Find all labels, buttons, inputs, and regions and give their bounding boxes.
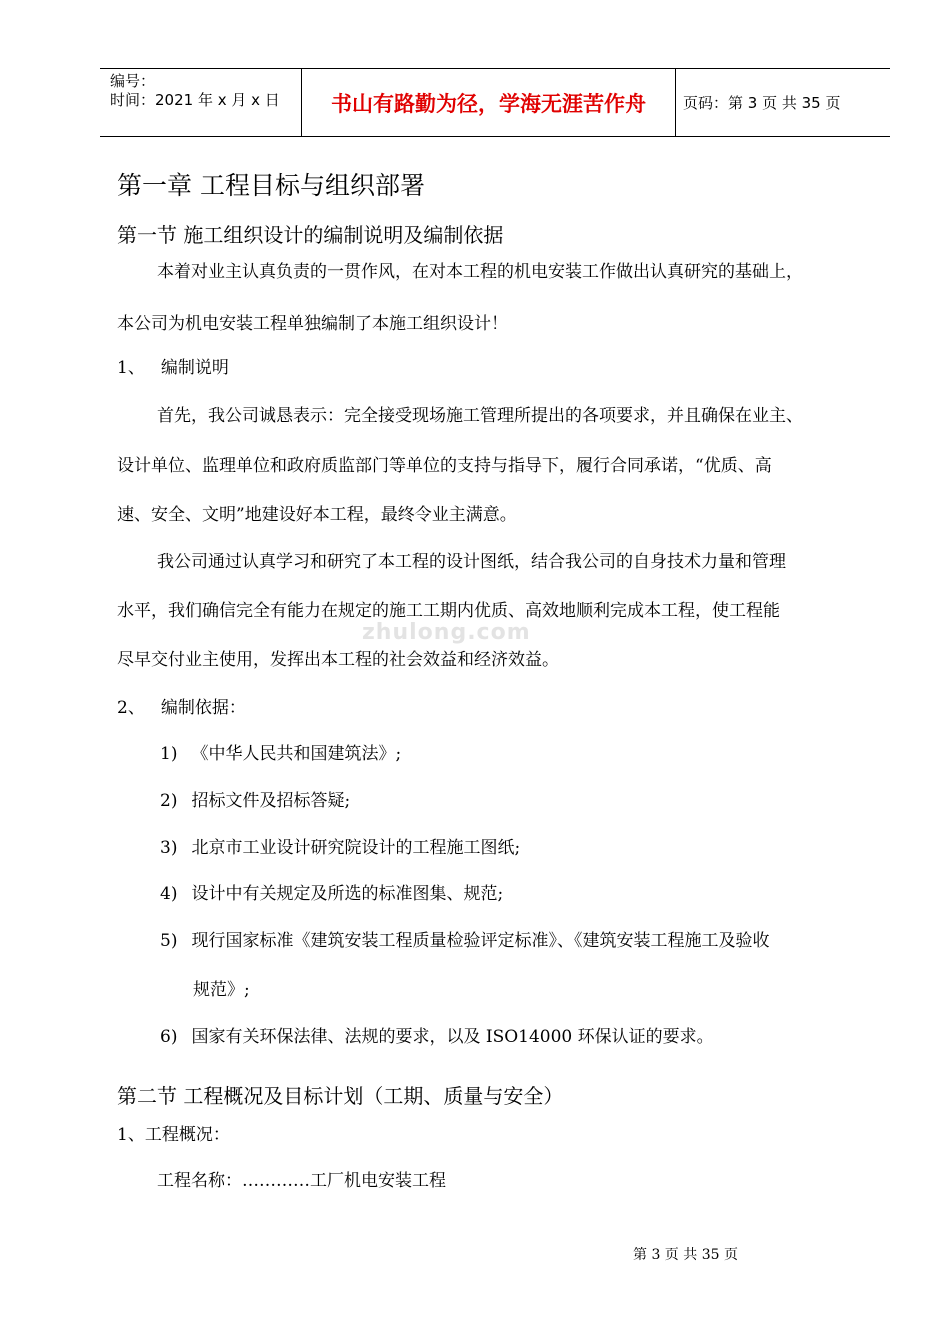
basis-item-number: 5) xyxy=(160,931,178,951)
basis-item-number: 1) xyxy=(160,744,178,764)
basis-item-text: 招标文件及招标答疑; xyxy=(191,791,351,811)
basis-item-number: 4) xyxy=(160,884,178,904)
basis-item-6 xyxy=(160,1024,714,1050)
subheading-1-text: 编制说明 xyxy=(160,358,229,378)
basis-item-3 xyxy=(160,835,520,861)
intro-line-2: 本公司为机电安装工程单独编制了本施工组织设计！ xyxy=(117,314,508,334)
basis-item-5 xyxy=(160,928,769,954)
header-page-code: 页码：第 3 页 共 35 页 xyxy=(683,94,841,112)
subheading-2 xyxy=(117,695,246,721)
basis-item-text: 设计中有关规定及所选的标准图集、规范; xyxy=(191,884,504,904)
header-time-label: 时间：2021 年 x 月 x 日 xyxy=(110,91,280,109)
basis-item-text: 《中华人民共和国建筑法》; xyxy=(191,744,402,764)
basis-item-text: 北京市工业设计研究院设计的工程施工图纸; xyxy=(191,838,521,858)
header-info-cell xyxy=(100,69,300,136)
basis-item-2 xyxy=(160,788,350,814)
intro-line-1: 本着对业主认真负责的一贯作风，在对本工程的机电安装工作做出认真研究的基础上， xyxy=(157,262,803,282)
basis-item-1 xyxy=(160,741,401,767)
basis-item-text: 国家有关环保法律、法规的要求，以及 ISO14000 环保认证的要求。 xyxy=(191,1027,714,1047)
basis-item-number: 3) xyxy=(160,838,178,858)
page-header xyxy=(100,68,890,137)
basis-item-text: 现行国家标准《建筑安装工程质量检验评定标准》、《建筑安装工程施工及验收 xyxy=(191,931,770,951)
subheading-1 xyxy=(117,355,229,381)
watermark: zhulong.com xyxy=(362,620,531,645)
header-number-label: 编号： xyxy=(110,72,156,90)
paragraph-1-line-3: 速、安全、文明”地建设好本工程，最终令业主满意。 xyxy=(117,505,517,525)
basis-item-number: 2) xyxy=(160,791,178,811)
paragraph-2-line-2: 水平，我们确信完全有能力在规定的施工工期内优质、高效地顺利完成本工程，使工程能 xyxy=(117,601,780,621)
paragraph-2-line-1: 我公司通过认真学习和研究了本工程的设计图纸，结合我公司的自身技术力量和管理 xyxy=(157,552,786,572)
paragraph-2-line-3: 尽早交付业主使用，发挥出本工程的社会效益和经济效益。 xyxy=(117,650,559,670)
section-2-title: 第二节 工程概况及目标计划（工期、质量与安全） xyxy=(117,1084,564,1108)
header-motto-cell xyxy=(301,69,676,136)
project-name: 工程名称：…………工厂机电安装工程 xyxy=(157,1171,446,1191)
paragraph-1-line-2: 设计单位、监理单位和政府质监部门等单位的支持与指导下，履行合同承诺，“优质、高 xyxy=(117,456,772,476)
subheading-2-text: 编制依据： xyxy=(160,698,246,718)
section-1-title: 第一节 施工组织设计的编制说明及编制依据 xyxy=(117,223,504,247)
chapter-title: 第一章 工程目标与组织部署 xyxy=(117,171,425,200)
basis-item-number: 6) xyxy=(160,1027,178,1047)
header-motto: 书山有路勤为径，学海无涯苦作舟 xyxy=(331,92,646,116)
overview-label: 1、工程概况： xyxy=(117,1125,230,1145)
header-page-cell xyxy=(675,69,890,136)
paragraph-1-line-1: 首先，我公司诚恳表示：完全接受现场施工管理所提出的各项要求，并且确保在业主、 xyxy=(157,406,803,426)
subheading-2-num: 2、 xyxy=(117,698,145,718)
basis-item-4 xyxy=(160,881,503,907)
basis-item-5-continuation: 规范》; xyxy=(193,980,250,1000)
page-footer: 第 3 页 共 35 页 xyxy=(633,1247,738,1263)
subheading-1-num: 1、 xyxy=(117,358,145,378)
